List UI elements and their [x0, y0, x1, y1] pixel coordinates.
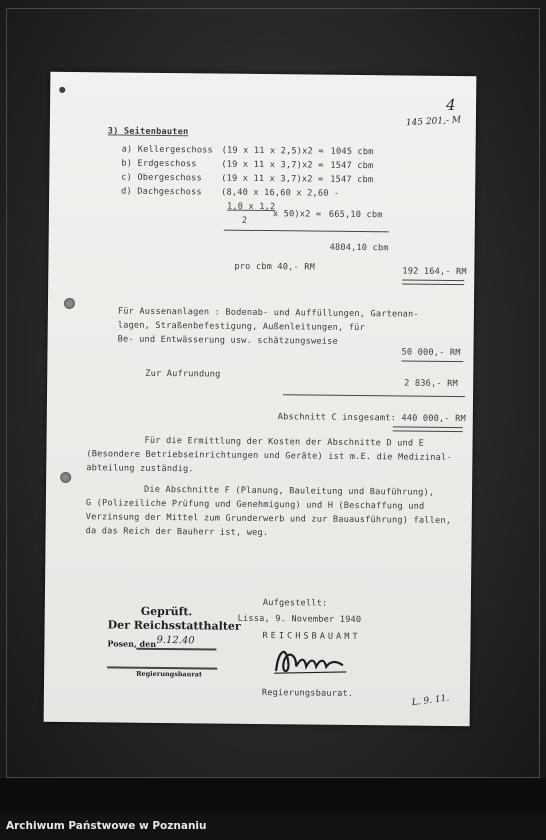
paragraph-1-line: (Besondere Betriebseinrichtungen und Geräte) ist m.E. die Medizinal- [86, 449, 452, 464]
sum-rule [224, 230, 389, 233]
archive-footer-text: Archiwum Państwowe w Poznaniu [6, 820, 207, 832]
aussen-amount: 50 000,- RM [401, 347, 461, 359]
aufrundung-label: Zur Aufrundung [145, 368, 221, 380]
price-total: 192 164,- RM [402, 266, 467, 278]
formula-divisor: 2 [241, 215, 248, 226]
corner-handwritten-mark: L. 9. 11. [411, 693, 450, 709]
stamp-handwritten-date: 9.12.40 [156, 634, 195, 647]
formula-continuation-2: x 50)x2 = [272, 209, 322, 220]
signer-title: Regierungsbaurat. [261, 688, 354, 699]
signature-label: Aufgestellt: [262, 598, 328, 609]
item-formula: (8,40 x 16,60 x 2,60 - [221, 187, 340, 199]
item-label: d) Dachgeschoss [121, 186, 202, 198]
handwritten-signature-icon [266, 640, 356, 681]
item-formula: (19 x 11 x 3,7)x2 = [221, 159, 324, 171]
item-result: 1045 cbm [330, 146, 374, 158]
film-bottom-strip [0, 778, 546, 812]
aufrundung-amount: 2 836,- RM [404, 378, 458, 390]
place-date: Lissa, 9. November 1940 [237, 613, 362, 626]
price-per-cbm: pro cbm 40,- RM [234, 261, 316, 273]
item-result: 1547 cbm [330, 160, 374, 172]
issuing-office: REICHSBAUAMT [262, 631, 361, 643]
punch-hole-bottom [60, 472, 71, 483]
item-label: c) Obergeschoss [121, 172, 202, 184]
sum-total: 4804,10 cbm [329, 242, 389, 254]
paragraph-1-line: abteilung zuständig. [86, 463, 194, 475]
stamp-line: Der Reichsstatthalter [107, 618, 241, 633]
document-page [44, 72, 477, 726]
aussen-line: Für Aussenanlagen : Bodenab- und Auffüllungen, Gartenan- [117, 306, 419, 320]
item-formula: (19 x 11 x 3,7)x2 = [221, 173, 324, 185]
paragraph-2-line: Verzinsung der Mittel zum Grunderwerb und zur Bauausführung) fallen, [85, 512, 452, 527]
item-formula: (19 x 11 x 2,5)x2 = [221, 145, 324, 157]
aussen-line: lagen, Straßenbefestigung, Außenleitungen, für [117, 320, 366, 334]
stamp-line: Geprüft. [140, 604, 193, 619]
reference-mark: 145 201,- M [405, 115, 462, 129]
formula-continuation: 1,0 x 1,2 [226, 201, 276, 213]
abschnitt-total-underline [393, 426, 463, 432]
section-total-rule [283, 394, 465, 397]
section-heading: 3) Seitenbauten [107, 126, 189, 138]
archive-footer [0, 812, 546, 840]
item-label: b) Erdgeschoss [121, 158, 197, 170]
aussen-line: Be- und Entwässerung usw. schätzungsweise [117, 334, 338, 347]
paragraph-2-line: Die Abschnitte F (Planung, Bauleitung und Bauführung), [143, 484, 435, 498]
stamp-rule [136, 648, 216, 651]
page-number-mark: 4 [445, 95, 456, 115]
aussen-underline [401, 360, 463, 362]
punch-hole-top [64, 298, 75, 309]
paragraph-2-line: G (Polizeiliche Prüfung und Genehmigung) und H (Beschaffung und [85, 498, 425, 512]
price-total-underline [402, 279, 464, 285]
abschnitt-total: Abschnitt C insgesamt: 440 000,- RM [277, 412, 466, 425]
staple-mark [59, 87, 65, 93]
stamp-line: Posen, den [107, 638, 157, 649]
stamp-line: Regierungsbaurat [136, 669, 203, 679]
formula-continuation-result: 665,10 cbm [328, 209, 383, 221]
item-label: a) Kellergeschoss [121, 144, 214, 156]
paragraph-2-line: da das Reich der Bauherr ist, weg. [85, 526, 269, 539]
item-result: 1547 cbm [330, 174, 374, 186]
paragraph-1-line: Für die Ermittlung der Kosten der Abschnitte D und E [144, 435, 425, 449]
